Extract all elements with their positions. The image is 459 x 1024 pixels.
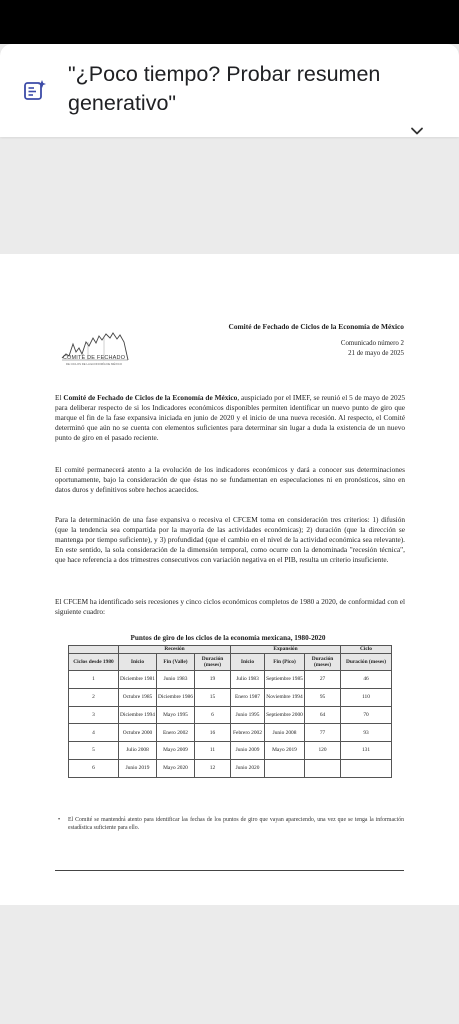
table-cell: Diciembre 1981 [119,671,157,689]
column-header: Duración (meses) [341,654,392,671]
communique-info [341,339,404,358]
table-group-cycle: Ciclo [341,646,392,654]
table-cell: 1 [69,671,119,689]
table-cell: 27 [305,671,341,689]
table-cell: Mayo 1995 [157,706,195,724]
paragraph-4: El CFCEM ha identificado seis recesiones y cinco ciclos económicos completos de 1980 a 2020, de conformidad con el siguiente cuadro: [55,597,405,616]
table-cell: 93 [341,724,392,742]
logo-subtitle: DE CICLOS DE LA ECONOMÍA DE MÉXICO [65,362,123,366]
communique-date: 21 de mayo de 2025 [348,349,404,357]
column-header: Ciclos desde 1980 [69,654,119,671]
paragraph-3: Para la determinación de una fase expansiva o recesiva el CFCEM toma en consideración tres criterios: 1) difusión (que la tendencia sea compartida por la mayoría de las actividades económicas); 2) duración (que la dirección se mantenga por tiempo suficiente), y 3) profundidad (que el cambio en el nivel de la actividad económica sea relevante). En este sentido, la sola consideración de la dimensión temporal, como ocurre con la denominada "recesión técnica", que hace referencia a dos trimestres consecutivos con variación negativa en el PIB, resulta un criterio insuficiente. [55,515,405,564]
table-cell: 11 [195,742,231,760]
table-cell: Septiembre 2000 [265,706,305,724]
table-cell: Julio 1983 [231,671,265,689]
table-cell: Junio 2019 [119,759,157,777]
table-cell: Octubre 1985 [119,688,157,706]
column-header: Duración (meses) [195,654,231,671]
table-cell: 120 [305,742,341,760]
table-cell: Mayo 2019 [265,742,305,760]
table-cell: Julio 2008 [119,742,157,760]
communique-number: Comunicado número 2 [340,340,404,347]
table-cell: Junio 1983 [157,671,195,689]
table-cell: Mayo 2020 [157,759,195,777]
column-header: Inicio [119,654,157,671]
table-row [69,688,392,706]
column-header: Fin (Valle) [157,654,195,671]
table-cell: 6 [69,759,119,777]
column-header: Duración (meses) [305,654,341,671]
table-column-header-row [69,654,392,671]
table-cell: 77 [305,724,341,742]
table-cell: 3 [69,706,119,724]
table-cell: 12 [195,759,231,777]
status-bar [0,0,459,44]
table-cell: Diciembre 1994 [119,706,157,724]
table-cell: 5 [69,742,119,760]
table-cell: 19 [195,671,231,689]
table-row [69,671,392,689]
table-cell: Junio 2020 [231,759,265,777]
table-row [69,742,392,760]
paragraph-1-bold: Comité de Fechado de Ciclos de la Economía de México [63,393,238,402]
table-group-header-row [69,646,392,654]
table-cell: Junio 2008 [265,724,305,742]
table-cell: 131 [341,742,392,760]
table-group-empty [69,646,119,654]
paragraph-1-rest: , auspiciado por el IMEF, se reunió el 5 de mayo de 2025 para deliberar respecto de si los Indicadores económicos disponibles permiten identificar un nuevo punto de giro que marque el fin de la fase expansiva iniciada en junio de 2020 y el inicio de una nueva recesión. Al respecto, el Comité determinó que aún no se cuenta con elementos suficientes para determinar sin lugar a duda la existencia de un nuevo punto de giro en el pasado reciente. [55,393,405,442]
table-cell: Diciembre 1986 [157,688,195,706]
table-cell: 64 [305,706,341,724]
table-cell [265,759,305,777]
table-cell: 2 [69,688,119,706]
chevron-down-icon[interactable] [408,122,426,140]
page-bottom-rule [55,870,404,871]
table-cell: 16 [195,724,231,742]
table-row [69,706,392,724]
paragraph-1 [55,393,405,443]
document-sparkle-icon [22,78,48,104]
table-row [69,724,392,742]
bullet-icon: • [58,817,61,823]
table-group-recession: Recesión [119,646,231,654]
table-cell: 70 [341,706,392,724]
table-cell: 6 [195,706,231,724]
column-header: Inicio [231,654,265,671]
table-cell: Enero 2002 [157,724,195,742]
table-cell: Junio 2009 [231,742,265,760]
summary-banner-title[interactable]: "¿Poco tiempo? Probar resumen generativo" [68,62,381,115]
committee-title: Comité de Fechado de Ciclos de la Economía de México [228,322,404,331]
generative-summary-banner[interactable] [0,44,459,137]
footnote: El Comité se mantendrá atento para identificar las fechas de los puntos de giro que vayan apareciendo, una vez que se tenga la información estadística suficiente para ello. [68,817,404,831]
table-cell: Junio 1995 [231,706,265,724]
logo-name: COMITÉ DE FECHADO [62,355,126,361]
table-cell: 4 [69,724,119,742]
paragraph-2: El comité permanecerá atento a la evolución de los indicadores económicos y dará a conocer sus determinaciones oportunamente, bajo la consideración de que éstas no se fundamentan en especulaciones ni en pronósticos, sino en datos duros y definitivos sobre hechos acaecidos. [55,465,405,494]
cycles-table [68,645,392,778]
column-header: Fin (Pico) [265,654,305,671]
table-cell: Febrero 2002 [231,724,265,742]
table-group-expansion: Expansión [231,646,341,654]
table-cell [341,759,392,777]
table-cell [305,759,341,777]
table-cell: Mayo 2009 [157,742,195,760]
table-cell: 46 [341,671,392,689]
table-cell: 15 [195,688,231,706]
table-row [69,759,392,777]
table-cell: 110 [341,688,392,706]
document-page [0,254,459,905]
table-cell: Noviembre 1994 [265,688,305,706]
table-cell: Septiembre 1985 [265,671,305,689]
table-cell: Octubre 2000 [119,724,157,742]
paragraph-1-intro: El [55,393,64,402]
table-cell: Enero 1987 [231,688,265,706]
table-title: Puntos de giro de los ciclos de la economía mexicana, 1980-2020 [130,634,326,642]
table-cell: 95 [305,688,341,706]
